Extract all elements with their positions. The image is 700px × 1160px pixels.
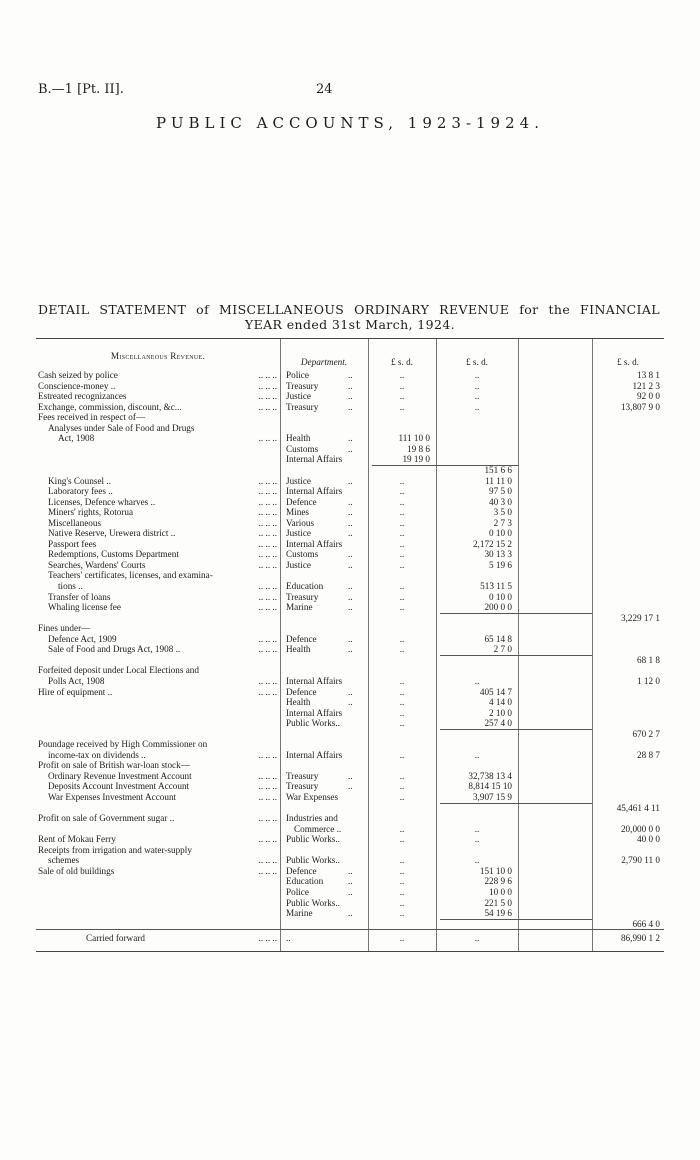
amount-col-1: .. [399,908,405,919]
revenue-item: Searches, Wardens' Courts [48,559,146,570]
revenue-item: Act, 1908 [58,433,95,444]
leader-dots: .. [348,528,353,539]
revenue-item: Miners' rights, Rotorua [48,507,134,518]
department-label: Police [286,886,309,897]
department-label: Public Works.. [286,834,340,845]
leader-dots: .. [348,401,353,412]
department-label: Education [286,876,324,887]
amount-col-1: .. [399,770,405,781]
amount-col-1: .. [399,370,405,380]
amount-col-3: 121 2 3 [632,380,660,391]
revenue-item: Teachers' certificates, licenses, and examina- [48,570,213,581]
amount-col-3: 2,790 11 0 [621,855,660,866]
department-label: Defence [286,633,317,644]
amount-col-2: 10 0 0 [489,886,512,897]
amount-col-2: .. [474,823,480,834]
amount-col-2: 0 10 0 [489,528,512,539]
leader-dots: .. [348,865,353,876]
revenue-item: Fees received in respect of— [38,412,146,423]
department-label: Marine [286,908,313,919]
amount-col-1: .. [399,675,405,686]
revenue-item: tions .. [58,581,83,591]
department-label: Defence [286,865,317,876]
leader-dots: .. [348,370,353,380]
amount-col-1: .. [399,380,405,391]
leader-dots: .. .. .. [258,507,277,518]
amount-col-3: 20,000 0 0 [620,823,660,834]
department-label: Health [286,433,311,444]
amount-col-3: 68 1 8 [637,654,660,665]
amount-col-1: .. [399,602,405,613]
amount-col-1: .. [399,749,405,760]
amount-col-2: .. [474,370,480,380]
amount-col-1: 19 8 6 [407,443,430,454]
column-header-description: Miscellaneous Revenue. [110,351,206,361]
revenue-item: King's Counsel .. [48,475,111,486]
department-label: Public Works.. [286,897,340,908]
subtotal-rule [440,729,592,730]
amount-col-1: .. [399,792,405,802]
department-label: Defence [286,686,317,697]
amount-col-1: .. [399,496,405,507]
leader-dots: .. [348,633,353,644]
amount-col-2: 151 10 0 [479,865,512,876]
revenue-item: Forfeited deposit under Local Elections and [38,665,199,676]
revenue-item: schemes [48,855,80,866]
amount-col-2: 221 5 0 [484,897,512,908]
amount-col-2: .. [474,855,480,866]
leader-dots: .. .. .. [258,855,277,866]
leader-dots: .. .. .. [258,517,277,528]
column-rule [518,339,519,951]
revenue-item: Laboratory fees .. [48,486,113,497]
department-label: Customs [286,549,319,560]
statement-title-line1: DETAIL STATEMENT of MISCELLANEOUS ORDINARY REVENUE for the FINANCIAL [38,302,660,317]
leader-dots: .. .. .. [258,549,277,560]
revenue-item: Cash seized by police [38,370,118,380]
department-label: Commerce .. [294,823,342,834]
leader-dots: .. [348,581,353,591]
leader-dots: .. [348,770,353,781]
amount-col-1: .. [399,475,405,486]
amount-col-2: 257 4 0 [484,718,512,729]
leader-dots: .. .. .. [258,644,277,655]
department-label: Treasury [286,401,319,412]
leader-dots: .. .. .. [258,370,277,380]
revenue-item: Transfer of loans [48,591,111,602]
leader-dots: .. .. .. [258,770,277,781]
revenue-item: Receipts from irrigation and water-supply [38,844,192,855]
leader-dots: .. [348,517,353,528]
subtotal-rule [36,929,664,930]
amount-col-1: .. [399,528,405,539]
revenue-item: Passport fees [48,538,97,549]
revenue-item: Conscience-money .. [38,380,116,391]
amount-col-1: .. [399,886,405,897]
leader-dots: .. .. .. [258,602,277,613]
amount-col-3: 13 8 1 [637,370,660,380]
department-label: Internal Affairs [286,538,343,549]
amount-col-3: 13,807 9 0 [620,401,660,412]
amount-col-2: 5 19 6 [489,559,512,570]
leader-dots: .. .. .. [258,475,277,486]
amount-col-1: .. [399,865,405,876]
amount-col-2: 97 5 0 [489,486,512,497]
department-label: Justice [286,391,312,402]
amount-col-1: .. [399,897,405,908]
leader-dots: .. .. .. [258,686,277,697]
leader-dots: .. [348,475,353,486]
amount-col-2: 0 10 0 [489,591,512,602]
amount-col-2: 513 11 5 [480,581,512,591]
leader-dots: .. .. .. [258,401,277,412]
revenue-item: Fines under— [38,623,91,634]
department-label: Treasury [286,770,319,781]
department-label: Internal Affairs [286,749,343,760]
revenue-item: Sale of old buildings [38,865,115,876]
amount-col-1: .. [399,697,405,708]
amount-col-2: 65 14 8 [484,633,512,644]
leader-dots: .. [348,908,353,919]
leader-dots: .. .. .. [258,865,277,876]
amount-col-2: 3 5 0 [493,507,512,518]
amount-col-2: .. [474,380,480,391]
revenue-item: Licenses, Defence wharves .. [48,496,156,507]
revenue-item: Hire of equipment .. [38,686,113,697]
amount-col-1: .. [399,486,405,497]
amount-col-2: 405 14 7 [479,686,512,697]
amount-col-1: .. [399,391,405,402]
amount-col-2: 11 11 0 [485,475,512,486]
leader-dots: .. .. .. [258,391,277,402]
leader-dots: .. .. .. [258,675,277,686]
subtotal-rule [440,803,592,804]
leader-dots: .. [348,559,353,570]
amount-col-1: .. [399,718,405,729]
revenue-item: Exchange, commission, discount, &c... [38,401,182,412]
department-label: Health [286,697,311,708]
amount-col-1: .. [399,876,405,887]
department-label: Mines [286,507,309,518]
leader-dots: .. .. .. [258,813,277,824]
department-label: Defence [286,496,317,507]
amount-col-2: 151 6 6 [484,464,512,475]
amount-col-1: .. [399,707,405,718]
revenue-item: Redemptions, Customs Department [48,549,179,560]
amount-col-3: 40 0 0 [637,834,660,845]
amount-col-1: .. [399,823,405,834]
revenue-item: Rent of Mokau Ferry [38,834,116,845]
department-label: Internal Affairs [286,707,343,718]
amount-col-1: .. [399,591,405,602]
amount-col-1: .. [399,633,405,644]
department-label: Justice [286,475,312,486]
revenue-item: Miscellaneous [48,517,102,528]
department-label: Industries and [286,813,338,824]
amount-col-2: 32,738 13 4 [468,770,512,781]
amount-col-2: 2 7 3 [493,517,512,528]
amount-col-2: .. [474,391,480,402]
leader-dots: .. .. .. [258,496,277,507]
department-label: Health [286,644,311,655]
department-label: .. [286,933,291,943]
leader-dots: .. [348,876,353,887]
amount-col-1: .. [399,933,405,943]
amount-col-2: 8,814 15 10 [468,781,512,792]
department-label: Internal Affairs [286,486,343,497]
statement-title-line2: YEAR ended 31st March, 1924. [244,317,456,332]
department-label: Various [286,517,315,528]
amount-col-2: 228 9 6 [484,876,512,887]
amount-col-3: 45,461 4 11 [616,802,660,813]
leader-dots: .. .. .. [258,633,277,644]
leader-dots: .. .. .. [258,528,277,539]
leader-dots: .. [348,686,353,697]
amount-col-3: 3,229 17 1 [620,612,660,623]
amount-col-2: 40 3 0 [489,496,512,507]
amount-col-2: 54 19 6 [484,908,512,919]
leader-dots: .. [348,507,353,518]
amount-col-2: 3,907 15 9 [472,792,512,802]
amount-col-2: .. [474,749,480,760]
amount-col-3: 670 2 7 [632,728,660,739]
leader-dots: .. [348,886,353,897]
leader-dots: .. .. .. [258,581,277,591]
leader-dots: .. [348,391,353,402]
department-label: Internal Affairs [286,454,343,465]
revenue-item: Poundage received by High Commissioner on [38,739,208,750]
revenue-item: Ordinary Revenue Investment Account [48,770,192,781]
amount-col-3: 28 8 7 [637,749,660,760]
amount-col-3: 86,990 1 2 [620,933,660,943]
column-rule [280,339,281,951]
amount-col-2: 2 7 0 [493,644,512,655]
revenue-item: Polls Act, 1908 [48,675,105,686]
amount-col-1: .. [399,581,405,591]
amount-col-2: .. [474,834,480,845]
leader-dots: .. [348,644,353,655]
revenue-item: Estreated recognizances [38,391,127,402]
amount-col-1: .. [399,559,405,570]
leader-dots: .. [348,549,353,560]
revenue-item: Native Reserve, Urewera district .. [48,528,176,539]
department-label: Education [286,581,324,591]
amount-col-2: .. [474,675,480,686]
department-label: Marine [286,602,313,613]
leader-dots: .. [348,602,353,613]
leader-dots: .. .. .. [258,538,277,549]
department-label: Justice [286,559,312,570]
department-label: War Expenses [286,792,339,802]
leader-dots: .. [348,591,353,602]
department-label: Public Works.. [286,855,340,866]
amount-col-1: .. [399,507,405,518]
amount-col-1: 111 10 0 [398,433,430,444]
revenue-item: War Expenses Investment Account [48,792,177,802]
leader-dots: .. [348,496,353,507]
revenue-table [36,338,664,952]
department-label: Justice [286,528,312,539]
revenue-item: Profit on sale of Government sugar .. [38,813,175,824]
revenue-item: income-tax on dividends .. [48,749,146,760]
amount-col-3: 92 0 0 [637,391,660,402]
revenue-item: Sale of Food and Drugs Act, 1908 .. [48,644,181,655]
leader-dots: .. .. .. [258,834,277,845]
leader-dots: .. .. .. [258,749,277,760]
amount-col-2: .. [474,401,480,412]
revenue-item: Defence Act, 1909 [48,633,117,644]
column-header-amount-2: £ s. d. [466,357,488,367]
page-number: 24 [316,82,333,97]
amount-col-1: .. [399,855,405,866]
amount-col-2: 2,172 15 2 [472,538,512,549]
subtotal-rule [440,919,592,920]
revenue-item: Analyses under Sale of Food and Drugs [48,422,195,433]
amount-col-1: .. [399,834,405,845]
amount-col-2: 200 0 0 [484,602,512,613]
page-title: PUBLIC ACCOUNTS, 1923-1924. [156,114,544,132]
department-label: Public Works.. [286,718,340,729]
amount-col-1: 19 19 0 [402,454,430,465]
leader-dots: .. [348,697,353,708]
amount-col-1: .. [399,781,405,792]
department-label: Police [286,370,309,380]
leader-dots: .. .. .. [258,781,277,792]
amount-col-1: .. [399,517,405,528]
leader-dots: .. .. .. [258,486,277,497]
amount-col-1: .. [399,644,405,655]
amount-col-3: 1 12 0 [637,675,660,686]
amount-col-2: .. [474,933,480,943]
amount-col-2: 4 14 0 [489,697,512,708]
column-header-amount-1: £ s. d. [391,357,413,367]
amount-col-1: .. [399,549,405,560]
subtotal-rule [440,655,592,656]
amount-col-2: 2 10 0 [489,707,512,718]
leader-dots: .. .. .. [258,591,277,602]
leader-dots: .. .. .. [258,380,277,391]
amount-col-2: 30 13 3 [484,549,512,560]
column-header-amount-3: £ s. d. [617,357,639,367]
revenue-item: Profit on sale of British war-loan stock— [38,760,190,771]
report-reference: B.—1 [Pt. II]. [38,82,124,97]
revenue-item: Whaling license fee [48,602,121,613]
leader-dots: .. [348,781,353,792]
department-label: Treasury [286,380,319,391]
leader-dots: .. [348,443,353,454]
amount-col-1: .. [399,686,405,697]
leader-dots: .. [348,380,353,391]
department-label: Customs [286,443,319,454]
department-label: Treasury [286,781,319,792]
revenue-item: Carried forward [86,933,145,943]
revenue-item: Deposits Account Investment Account [48,781,190,792]
subtotal-rule [440,613,592,614]
leader-dots: .. .. .. [258,792,277,802]
leader-dots: .. [348,433,353,444]
department-label: Treasury [286,591,319,602]
amount-col-3: 666 4 0 [632,918,660,929]
department-label: Internal Affairs [286,675,343,686]
leader-dots: .. .. .. [258,433,277,444]
column-header-department: Department. [300,357,348,367]
leader-dots: .. .. .. [258,559,277,570]
amount-col-1: .. [399,401,405,412]
amount-col-1: .. [399,538,405,549]
leader-dots: .. .. .. [258,933,277,943]
